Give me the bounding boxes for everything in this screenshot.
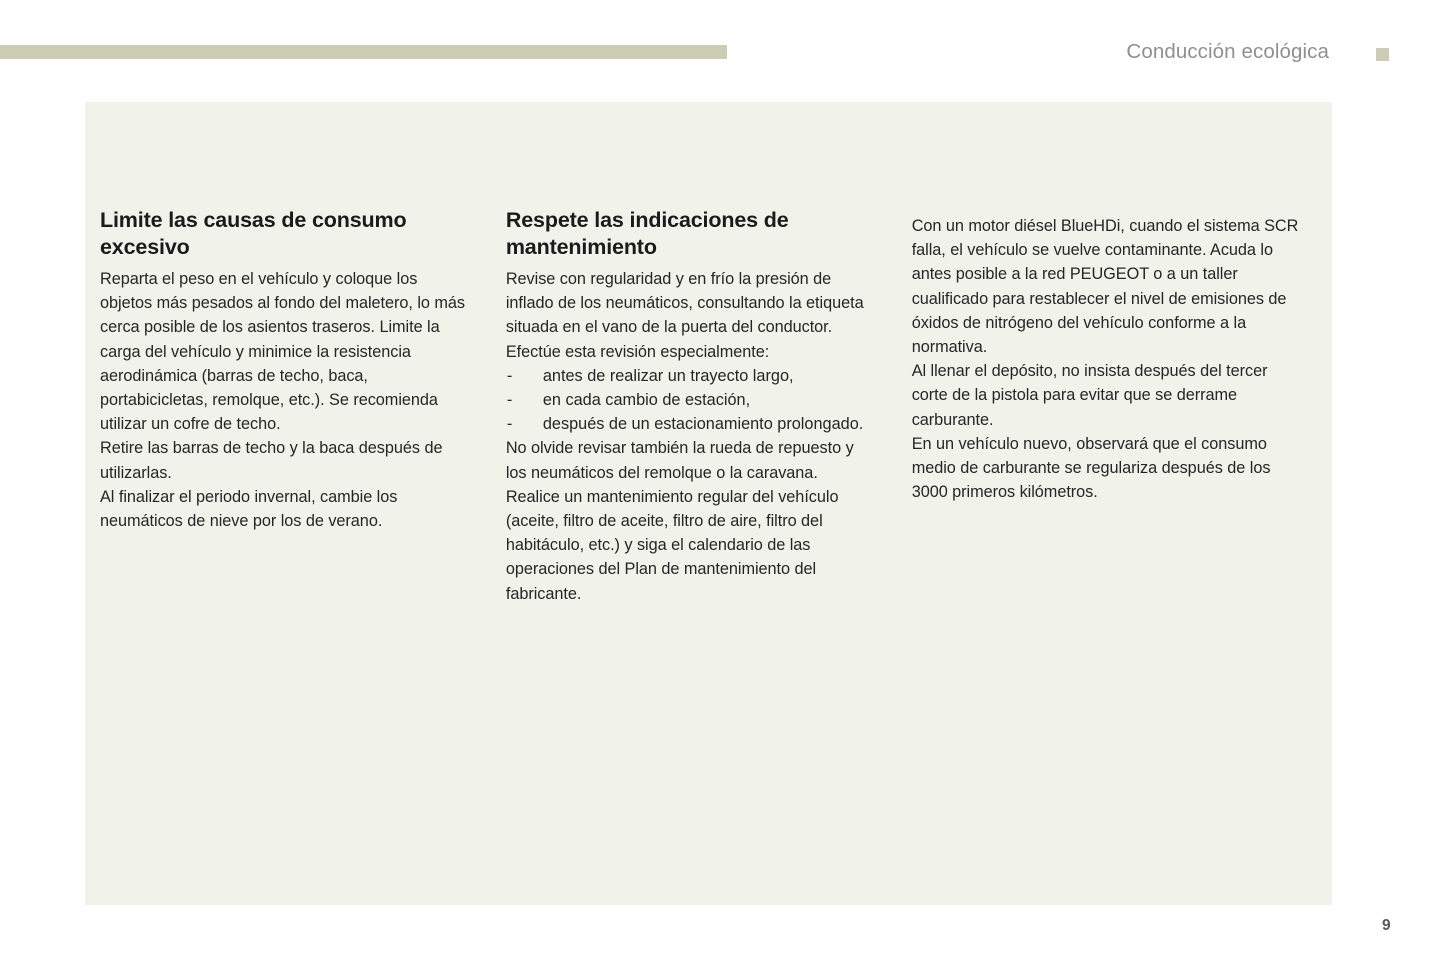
column-three-paragraph-1: Con un motor diésel BlueHDi, cuando el sistema SCR falla, el vehículo se vuelve contaminante. Acuda lo antes posible a la red PEUGEOT o a un taller cualificado para restablecer el nivel de emisiones de óxidos de nitrógeno del vehículo conforme a la normativa. <box>911 217 1299 357</box>
column-one <box>100 207 506 606</box>
column-one-paragraph-3: Al finalizar el periodo invernal, cambie los neumáticos de nieve por los de verano. <box>100 487 398 531</box>
column-two-paragraph-2: Efectúe esta revisión especialmente: <box>505 342 770 361</box>
column-two <box>506 207 912 606</box>
list-item: - antes de realizar un trayecto largo, <box>506 364 874 388</box>
page-title: Conducción ecológica <box>1126 40 1329 63</box>
page-number: 9 <box>1382 917 1391 934</box>
column-one-paragraph-1: Reparta el peso en el vehículo y coloque los objetos más pesados al fondo del maletero, lo más cerca posible de los asientos traseros. Limite la carga del vehículo y minimice la resistencia aerodinámica (barras de techo, baca, portabicicletas, remolque, etc.). Se recomienda utilizar un cofre de techo. <box>100 270 465 434</box>
column-two-paragraph-1: Revise con regularidad y en frío la presión de inflado de los neumáticos, consultando la etiqueta situada en el vano de la puerta del conductor. <box>505 270 864 337</box>
list-item: - después de un estacionamiento prolongado. <box>506 412 874 436</box>
list-item: - en cada cambio de estación, <box>506 388 874 412</box>
maintenance-check-list <box>506 364 874 437</box>
column-two-heading: Respete las indicaciones de mantenimiento <box>505 208 789 259</box>
column-three <box>912 207 1317 606</box>
column-one-paragraph-2: Retire las barras de techo y la baca después de utilizarlas. <box>100 439 443 482</box>
columns-container <box>100 207 1317 606</box>
column-two-paragraph-3: No olvide revisar también la rueda de repuesto y los neumáticos del remolque o la caravana. <box>505 439 854 482</box>
square-marker-icon <box>1376 48 1389 61</box>
content-panel <box>85 102 1332 905</box>
column-two-paragraph-4: Realice un mantenimiento regular del vehículo (aceite, filtro de aceite, filtro de aire, filtro del habitáculo, etc.) y siga el calendario de las operaciones del Plan de mantenimiento del fabricante. <box>505 487 839 603</box>
column-one-heading: Limite las causas de consumo excesivo <box>100 208 407 259</box>
header-rule <box>0 45 727 59</box>
column-three-paragraph-3: En un vehículo nuevo, observará que el consumo medio de carburante se regulariza después de los 3000 primeros kilómetros. <box>911 434 1271 502</box>
column-three-paragraph-2: Al llenar el depósito, no insista después del tercer corte de la pistola para evitar que se derrame carburante. <box>911 362 1268 429</box>
